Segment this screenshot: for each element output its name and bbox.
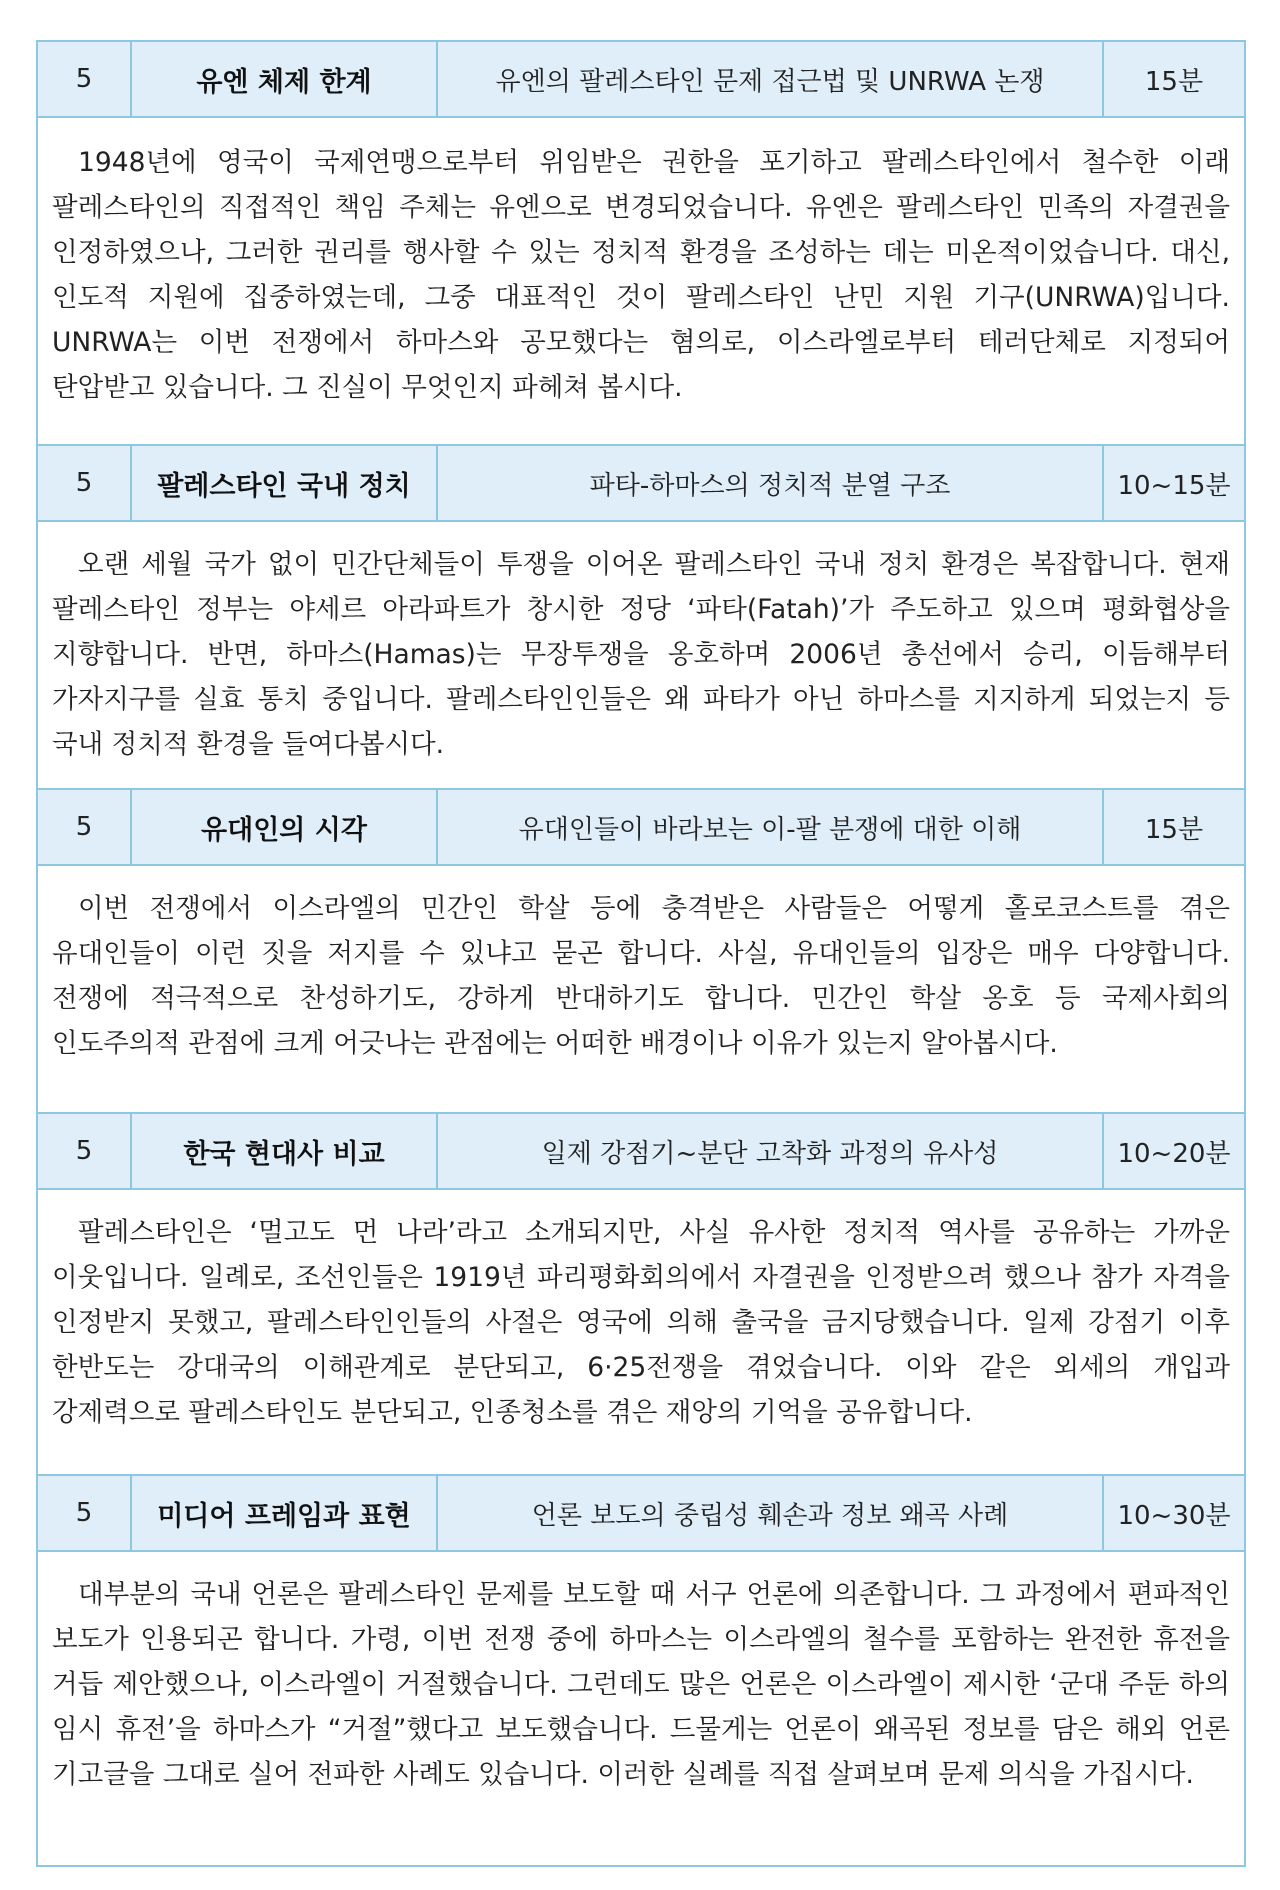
section-header <box>38 40 1244 118</box>
section-un-system <box>38 40 1244 444</box>
section-jewish-perspective <box>38 788 1244 1112</box>
section-number: 5 <box>38 1476 132 1550</box>
section-duration: 10~15분 <box>1117 470 1231 501</box>
section-header <box>38 1112 1244 1190</box>
section-number: 5 <box>38 42 132 116</box>
section-subtitle: 일제 강점기~분단 고착화 과정의 유사성 <box>438 1114 1104 1188</box>
section-media-frame <box>38 1474 1244 1865</box>
section-subtitle: 유엔의 팔레스타인 문제 접근법 및 UNRWA 논쟁 <box>438 42 1104 116</box>
section-duration: 15분 <box>1144 814 1204 845</box>
section-header <box>38 1474 1244 1552</box>
section-description: 오랜 세월 국가 없이 민간단체들이 투쟁을 이어온 팔레스타인 국내 정치 환경은 복잡합니다. 현재 팔레스타인 정부는 야세르 아라파트가 창시한 정당 ‘파타(Fatah)’가 주도하고 있으며 평화협상을 지향합니다. 반면, 하마스(Hamas)는 무장투쟁을 옹호하며 2006년 총선에서 승리, 이듬해부터 가자지구를 실효 통치 중입니다. 팔레스타인인들은 왜 파타가 아닌 하마스를 지지하게 되었는지 등 국내 정치적 환경을 들여다봅시다. <box>52 549 1230 760</box>
section-title: 미디어 프레임과 표현 <box>132 1476 438 1550</box>
section-number: 5 <box>38 1114 132 1188</box>
section-header <box>38 788 1244 866</box>
section-description: 1948년에 영국이 국제연맹으로부터 위임받은 권한을 포기하고 팔레스타인에서 철수한 이래 팔레스타인의 직접적인 책임 주체는 유엔으로 변경되었습니다. 유엔은 팔레스타인 민족의 자결권을 인정하였으나, 그러한 권리를 행사할 수 있는 정치적 환경을 조성하는 데는 미온적이었습니다. 대신, 인도적 지원에 집중하였는데, 그중 대표적인 것이 팔레스타인 난민 지원 기구(UNRWA)입니다. UNRWA는 이번 전쟁에서 하마스와 공모했다는 혐의로, 이스라엘로부터 테러단체로 지정되어 탄압받고 있습니다. 그 진실이 무엇인지 파헤쳐 봅시다. <box>52 147 1230 403</box>
section-title: 팔레스타인 국내 정치 <box>132 446 438 520</box>
section-number: 5 <box>38 446 132 520</box>
section-domestic-politics <box>38 444 1244 788</box>
section-subtitle: 파타-하마스의 정치적 분열 구조 <box>438 446 1104 520</box>
section-title: 한국 현대사 비교 <box>132 1114 438 1188</box>
section-subtitle: 언론 보도의 중립성 훼손과 정보 왜곡 사례 <box>438 1476 1104 1550</box>
section-header <box>38 444 1244 522</box>
section-korean-history <box>38 1112 1244 1474</box>
section-description: 팔레스타인은 ‘멀고도 먼 나라’라고 소개되지만, 사실 유사한 정치적 역사를 공유하는 가까운 이웃입니다. 일례로, 조선인들은 1919년 파리평화회의에서 자결권을 인정받으려 했으나 참가 자격을 인정받지 못했고, 팔레스타인인들의 사절은 영국에 의해 출국을 금지당했습니다. 일제 강점기 이후 한반도는 강대국의 이해관계로 분단되고, 6·25전쟁을 겪었습니다. 이와 같은 외세의 개입과 강제력으로 팔레스타인도 분단되고, 인종청소를 겪은 재앙의 기억을 공유합니다. <box>52 1217 1230 1428</box>
section-description: 대부분의 국내 언론은 팔레스타인 문제를 보도할 때 서구 언론에 의존합니다. 그 과정에서 편파적인 보도가 인용되곤 합니다. 가령, 이번 전쟁 중에 하마스는 이스라엘의 철수를 포함하는 완전한 휴전을 거듭 제안했으나, 이스라엘이 거절했습니다. 그런데도 많은 언론은 이스라엘이 제시한 ‘군대 주둔 하의 임시 휴전’을 하마스가 “거절”했다고 보도했습니다. 드물게는 언론이 왜곡된 정보를 담은 해외 언론 기고글을 그대로 실어 전파한 사례도 있습니다. 이러한 실례를 직접 살펴보며 문제 의식을 가집시다. <box>52 1579 1230 1790</box>
section-description: 이번 전쟁에서 이스라엘의 민간인 학살 등에 충격받은 사람들은 어떻게 홀로코스트를 겪은 유대인들이 이런 짓을 저지를 수 있냐고 묻곤 합니다. 사실, 유대인들의 입장은 매우 다양합니다. 전쟁에 적극적으로 찬성하기도, 강하게 반대하기도 합니다. 민간인 학살 옹호 등 국제사회의 인도주의적 관점에 크게 어긋나는 관점에는 어떠한 배경이나 이유가 있는지 알아봅시다. <box>52 893 1230 1059</box>
section-duration: 10~30분 <box>1117 1500 1231 1531</box>
section-title: 유대인의 시각 <box>132 790 438 864</box>
section-duration: 10~20분 <box>1117 1138 1231 1169</box>
section-title: 유엔 체제 한계 <box>132 42 438 116</box>
curriculum-table <box>36 40 1246 1867</box>
section-duration: 15분 <box>1144 66 1204 97</box>
section-subtitle: 유대인들이 바라보는 이-팔 분쟁에 대한 이해 <box>438 790 1104 864</box>
section-number: 5 <box>38 790 132 864</box>
